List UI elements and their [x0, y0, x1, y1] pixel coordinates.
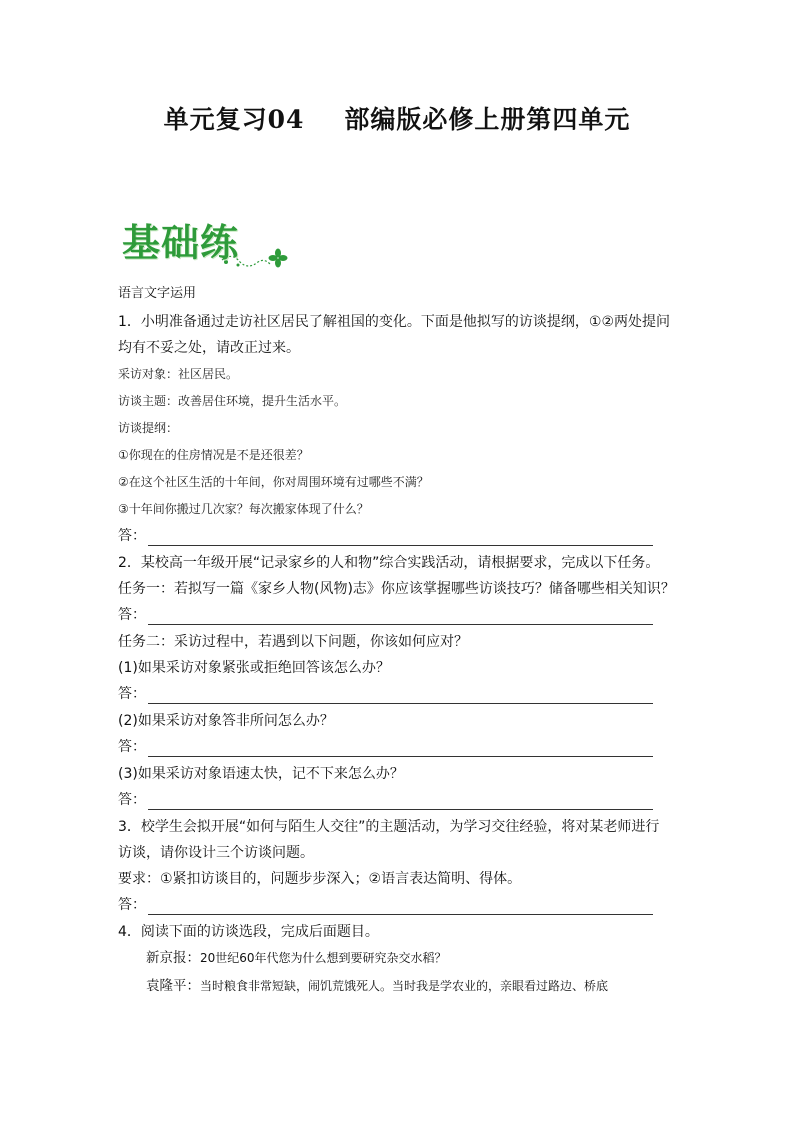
q3-prompt-line1: 3．校学生会拟开展“如何与陌生人交往”的主题活动，为学习交往经验，将对某老师进行	[118, 819, 660, 835]
q2-sub-2: (2)如果采访对象答非所问怎么办？	[118, 713, 334, 729]
q1-outline-item-3: ③十年间你搬过几次家？每次搬家体现了什么？	[118, 502, 369, 516]
answer-label: 答：	[118, 607, 146, 623]
q2-task-2: 任务二：采访过程中，若遇到以下问题，你该如何应对？	[118, 634, 468, 650]
answer-blank[interactable]	[148, 740, 653, 757]
q2-sub2-answer	[118, 737, 678, 757]
q1-prompt-line1: 1．小明准备通过走访社区居民了解祖国的变化。下面是他拟写的访谈提纲，①②两处提问	[118, 314, 671, 330]
page-title	[0, 100, 794, 136]
q1-outline-label: 访谈提纲：	[118, 421, 179, 435]
q1-prompt-line2: 均有不妥之处，请改正过来。	[118, 340, 300, 356]
logo-text: 基础练	[122, 221, 240, 265]
q3-prompt-line2: 访谈，请你设计三个访谈问题。	[118, 845, 314, 861]
q2-sub-1: (1)如果采访对象紧张或拒绝回答该怎么办？	[118, 660, 390, 676]
q2-task-1: 任务一：若拟写一篇《家乡人物(风物)志》你应该掌握哪些访谈技巧？储备哪些相关知识？	[118, 581, 675, 597]
q2-sub-3: (3)如果采访对象语速太快，记不下来怎么办？	[118, 766, 404, 782]
q4-intro: 4．阅读下面的访谈选段，完成后面题目。	[118, 924, 379, 940]
q1-outline-item-2: ②在这个社区生活的十年间，你对周围环境有过哪些不满？	[118, 475, 429, 489]
answer-label: 答：	[118, 739, 146, 755]
document-body	[118, 284, 678, 1004]
title-unit: 单元复习04	[163, 105, 305, 134]
section-heading: 语言文字运用	[118, 286, 197, 301]
q1-interview-theme: 访谈主题：改善居住环境，提升生活水平。	[118, 394, 347, 408]
q1-answer	[118, 526, 678, 546]
xjb-question-text: 20世纪60年代您为什么想到要研究杂交水稻？	[200, 951, 447, 965]
section-logo	[118, 210, 293, 272]
answer-blank[interactable]	[148, 529, 653, 546]
q2-sub3-answer	[118, 790, 678, 810]
answer-blank[interactable]	[148, 898, 653, 915]
speaker-xinjingbao: 新京报：	[146, 950, 200, 966]
answer-label: 答：	[118, 792, 146, 808]
q4-xjb-question	[118, 948, 678, 968]
q4-ylp-answer	[118, 976, 678, 996]
q2-intro: 2．某校高一年级开展“记录家乡的人和物”综合实践活动，请根据要求，完成以下任务。	[118, 555, 660, 571]
q3-requirement: 要求：①紧扣访谈目的，问题步步深入；②语言表达简明、得体。	[118, 871, 522, 887]
q2-task1-answer	[118, 605, 678, 625]
answer-label: 答：	[118, 686, 146, 702]
answer-blank[interactable]	[148, 687, 653, 704]
answer-label: 答：	[118, 528, 146, 544]
answer-label: 答：	[118, 897, 146, 913]
title-book: 部编版必修上册第四单元	[344, 105, 631, 134]
answer-blank[interactable]	[148, 608, 653, 625]
answer-blank[interactable]	[148, 793, 653, 810]
q1-outline-item-1: ①你现在的住房情况是不是还很差？	[118, 448, 309, 462]
q1-interview-object: 采访对象：社区居民。	[118, 367, 239, 381]
speaker-yuanlongping: 袁隆平：	[146, 978, 200, 994]
ylp-answer-text: 当时粮食非常短缺，闹饥荒饿死人。当时我是学农业的，亲眼看过路边、桥底	[200, 979, 609, 993]
q3-answer	[118, 895, 678, 915]
q2-sub1-answer	[118, 684, 678, 704]
